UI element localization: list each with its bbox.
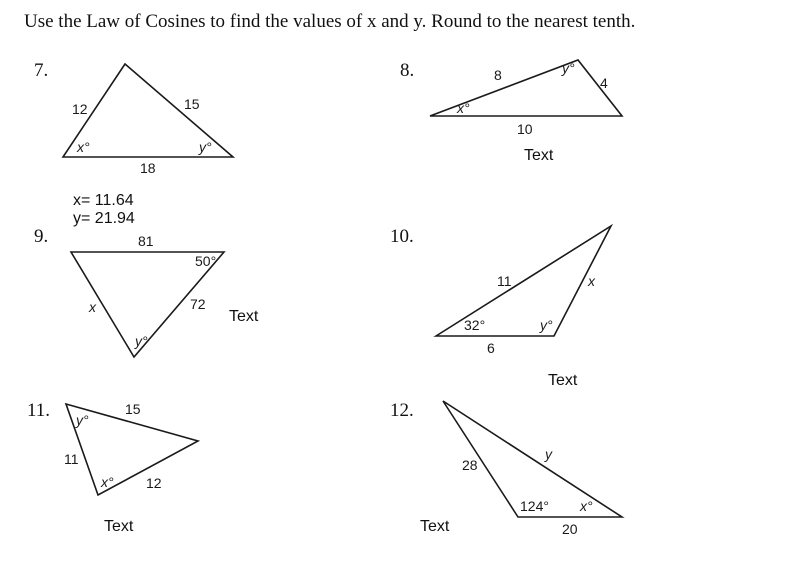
side-label-11-left: 11	[64, 451, 79, 467]
angle-label-11-x: x°	[101, 474, 114, 490]
text-note-8[interactable]: Text	[524, 147, 554, 164]
angle-label-8-x: x°	[457, 100, 470, 116]
side-label-11-bottom: 12	[146, 475, 162, 491]
side-label-8-right: 4	[600, 75, 608, 91]
angle-label-7-y: y°	[199, 139, 212, 155]
side-label-12-y: y	[545, 446, 552, 462]
side-label-8-left: 8	[494, 67, 502, 83]
problem-number-10: 10.	[390, 226, 414, 247]
text-note-9[interactable]: Text	[229, 308, 259, 325]
problem-number-11: 11.	[27, 400, 51, 421]
side-label-10-bottom: 6	[487, 340, 495, 356]
angle-label-8-y: y°	[562, 60, 575, 76]
side-label-12-bottom: 20	[562, 521, 578, 537]
angle-label-10-32: 32°	[464, 317, 486, 333]
side-label-7-bottom: 18	[140, 160, 156, 176]
text-note-10[interactable]: Text	[548, 372, 578, 389]
angle-label-9-y: y°	[135, 333, 148, 349]
answer-y-7[interactable]: y= 21.94	[73, 210, 135, 227]
side-label-8-bottom: 10	[517, 121, 533, 137]
problem-number-12: 12.	[390, 400, 414, 421]
side-label-12-left: 28	[462, 457, 478, 473]
angle-label-12-x: x°	[580, 498, 593, 514]
side-label-10-long: 11	[497, 273, 512, 289]
angle-label-9-50: 50°	[195, 253, 217, 269]
problem-number-7: 7.	[34, 60, 49, 81]
side-label-7-left: 12	[72, 101, 88, 117]
instructions: Use the Law of Cosines to find the values of x and y. Round to the nearest tenth.	[24, 11, 636, 32]
side-label-7-right: 15	[184, 96, 200, 112]
problem-number-9: 9.	[34, 226, 49, 247]
side-label-9-x: x	[89, 299, 96, 315]
answer-x-7[interactable]: x= 11.64	[73, 192, 134, 209]
problem-number-8: 8.	[400, 60, 415, 81]
side-label-9-right: 72	[190, 296, 206, 312]
text-note-11[interactable]: Text	[104, 518, 134, 535]
angle-label-7-x: x°	[77, 139, 90, 155]
side-label-10-x: x	[588, 273, 595, 289]
angle-label-11-y: y°	[76, 412, 89, 428]
angle-label-10-y: y°	[540, 317, 553, 333]
triangle-10	[436, 226, 611, 336]
text-note-12[interactable]: Text	[420, 518, 450, 535]
angle-label-12-124: 124°	[520, 498, 549, 514]
side-label-11-top: 15	[125, 401, 141, 417]
side-label-9-top: 81	[138, 233, 154, 249]
